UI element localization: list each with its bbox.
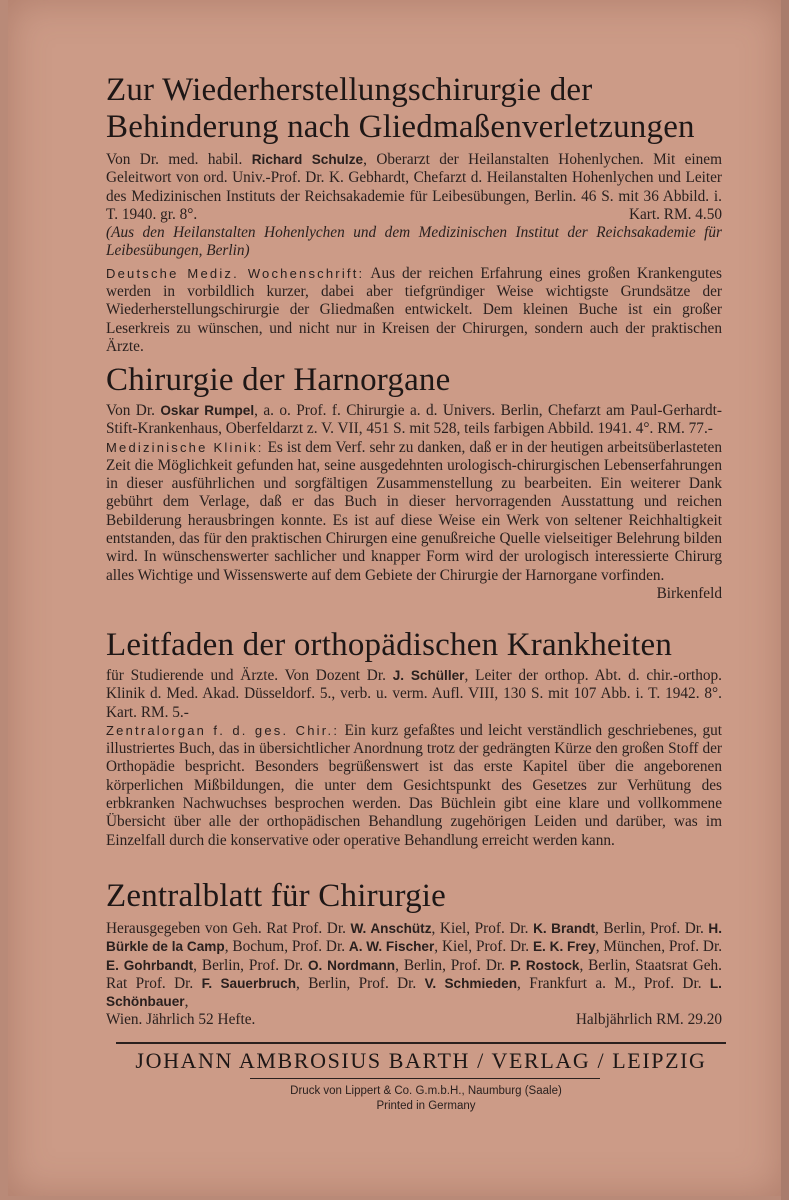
editor-name: L. Schönbauer (106, 975, 722, 1010)
book-review: Medizinische Klinik: Es ist dem Verf. sehr zu danken, daß er in der heutigen arbeitsüberlasteten Zeit die Möglichkeit gefunden hat, seine ausgedehnten urologisch-chirurgischen Lebenserfahrungen in dieser ausführlichen und sorgfältigen Zusammenstellung zu bearbeiten. Ein weiterer Dank gebührt dem Verlage, daß er das Buch in dieser hervorragenden Ausstattung und reichen Bebilderung herausbringen konnte. Es ist auf diese Weise ein Werk von seltener Reichhaltigkeit entstanden, das für den praktischen Chirurgen eine genußreiche Quelle vielseitiger Belehrung bilden wird. In wünschenswerter sachlicher und knapper Form wird der urologisch interessierte Chirurg alles Wichtige und Wissenswerte auf dem Gebiete der Chirurgie der Harnorgane vorfinden. Birkenfeld (106, 438, 722, 602)
editor-text: , Frankfurt a. M., Prof. Dr. (517, 974, 710, 992)
journal-price-line (106, 1011, 722, 1029)
publisher-name: JOHANN AMBROSIUS BARTH / VERLAG / LEIPZIG (135, 1048, 707, 1073)
publisher-rule-top (116, 1042, 726, 1044)
journal-price: Halbjährlich RM. 29.20 (575, 1011, 722, 1029)
editor-text: , Berlin, Prof. Dr. (193, 956, 308, 974)
review-source: Medizinische Klinik: (106, 439, 264, 455)
editor-name: F. Sauerbruch (201, 975, 297, 991)
editor-text: , Bochum, Prof. Dr. (224, 938, 349, 956)
book-entry-wiederherstellungschirurgie (106, 72, 722, 356)
editor-name: P. Rostock (509, 957, 580, 973)
editor-text: , Kiel, Prof. Dr. (434, 938, 533, 956)
editor-text: , Berlin, Prof. Dr. (395, 956, 510, 974)
author-name: Richard Schulze (251, 152, 364, 167)
author-name: Oskar Rumpel (160, 403, 255, 418)
editor-name: E. Gohrbandt (106, 957, 194, 973)
editor-text: Herausgegeben von Geh. Rat Prof. Dr. (106, 920, 351, 937)
editor-name: V. Schmieden (424, 975, 518, 991)
editor-name: O. Nordmann (307, 957, 396, 973)
book-review: Zentralorgan f. d. ges. Chir.: Ein kurz gefaßtes und leicht verständlich geschriebenes, gut illustriertes Buch, das in übersichtlicher Anordnung trotz der gedrängten Kürze den großen Stoff der Orthopädie bespricht. Besonders begrüßenswert ist das erste Kapitel über die angeborenen körperlichen Mißbildungen, die unter dem Gesichtspunkt des Gesetzes zur Verhütung des erbkranken Nachwuchses besprochen werden. Das Büchlein gibt eine klare und vollkommene Übersicht über alle der orthopädischen Behandlung zugehörigen Leiden und darüber, was im Einzelfall durch die konservative oder operative Behandlung erreicht werden kann. (106, 721, 722, 849)
book-title: Leitfaden der orthopädischen Krankheiten (106, 627, 673, 663)
editor-text: , Berlin, Prof. Dr. (594, 920, 709, 937)
journal-entry-zentralblatt (106, 878, 722, 1030)
book-series-note: (Aus den Heilanstalten Hohenlychen und dem Medizinischen Institut der Reichsakademie für Leibesübungen, Berlin) (106, 224, 722, 260)
book-info: für Studierende und Ärzte. Von Dozent Dr. J. Schüller, Leiter der orthop. Abt. d. chir.-orthop. Klinik d. Med. Akad. Düsseldorf. 5., verb. u. verm. Aufl. VIII, 130 S. mit 107 Abb. i. T. 1942. 8°. Kart. RM. 5.- (106, 667, 722, 721)
book-title-line-1: Zur Wiederherstellungschirurgie der (106, 72, 593, 108)
publisher-rule-bottom (250, 1078, 600, 1079)
journal-editors (106, 920, 722, 1011)
editor-text: , Berlin, Staatsrat Geh. Rat Prof. Dr. (106, 956, 723, 992)
editor-text: , Berlin, Prof. Dr. (296, 974, 425, 992)
review-source: Zentralorgan f. d. ges. Chir.: (106, 722, 340, 738)
review-source: Deutsche Mediz. Wochenschrift: (106, 265, 365, 281)
book-entry-orthopaedie (106, 627, 722, 850)
book-info: Von Dr. Oskar Rumpel, a. o. Prof. f. Chirurgie a. d. Univers. Berlin, Chefarzt am Paul-Gerhardt-Stift-Krankenhaus, Oberfeldarzt z. V. VII, 451 S. mit 528, teils farbigen Abbild. 1941. 4°. RM. 77.- (106, 402, 722, 438)
review-signature: Birkenfeld (656, 584, 722, 602)
editor-name: K. Brandt (533, 921, 595, 936)
editor-text: , Kiel, Prof. Dr. (431, 920, 534, 937)
editor-text: , (184, 993, 189, 1011)
book-title: Chirurgie der Harnorgane (106, 362, 451, 398)
editor-name: W. Anschütz (350, 921, 432, 936)
author-name: J. Schüller (392, 668, 465, 683)
book-price: Kart. RM. 4.50 (628, 205, 722, 223)
book-review: Deutsche Mediz. Wochenschrift: Aus der reichen Erfahrung eines großen Krankengutes werden in vorbildlich kurzer, dabei aber tiefgründiger Weise wichtigste Grundsätze der Wiederherstellungschirurgie der Gliedmaßen entwickelt. Dem kleinen Buche ist ein großer Leserkreis zu wünschen, und nicht nur in Kreisen der Chirurgen, sondern auch der praktischen Ärzte. (106, 264, 722, 355)
printer-line: Druck von Lippert & Co. G.m.b.H., Naumburg (Saale) (290, 1085, 562, 1097)
editor-text: , München, Prof. Dr. (595, 938, 723, 956)
editor-name: H. Bürkle de la Camp (106, 921, 723, 955)
book-entry-harnorgane (106, 362, 722, 603)
editor-name: A. W. Fischer (348, 939, 435, 955)
journal-title: Zentralblatt für Chirurgie (106, 878, 446, 914)
book-title-line-2: Behinderung nach Gliedmaßenverletzungen (106, 109, 695, 145)
cover-edge (781, 0, 789, 1200)
editor-name: E. K. Frey (532, 939, 596, 955)
printed-in: Printed in Germany (376, 1100, 476, 1112)
journal-frequency: Wien. Jährlich 52 Hefte. (106, 1011, 256, 1029)
book-info: Von Dr. med. habil. Richard Schulze, Oberarzt der Heilanstalten Hohenlychen. Mit einem Geleitwort von ord. Univ.-Prof. Dr. K. Gebhardt, Chefarzt d. Heilanstalten Hohenlychen und Leiter des Medizinischen Instituts der Reichsakademie für Leibesübungen, Berlin. 46 S. mit 36 Abbild. i. T. 1940. gr. 8°. Kart. RM. 4.50 (106, 151, 722, 223)
